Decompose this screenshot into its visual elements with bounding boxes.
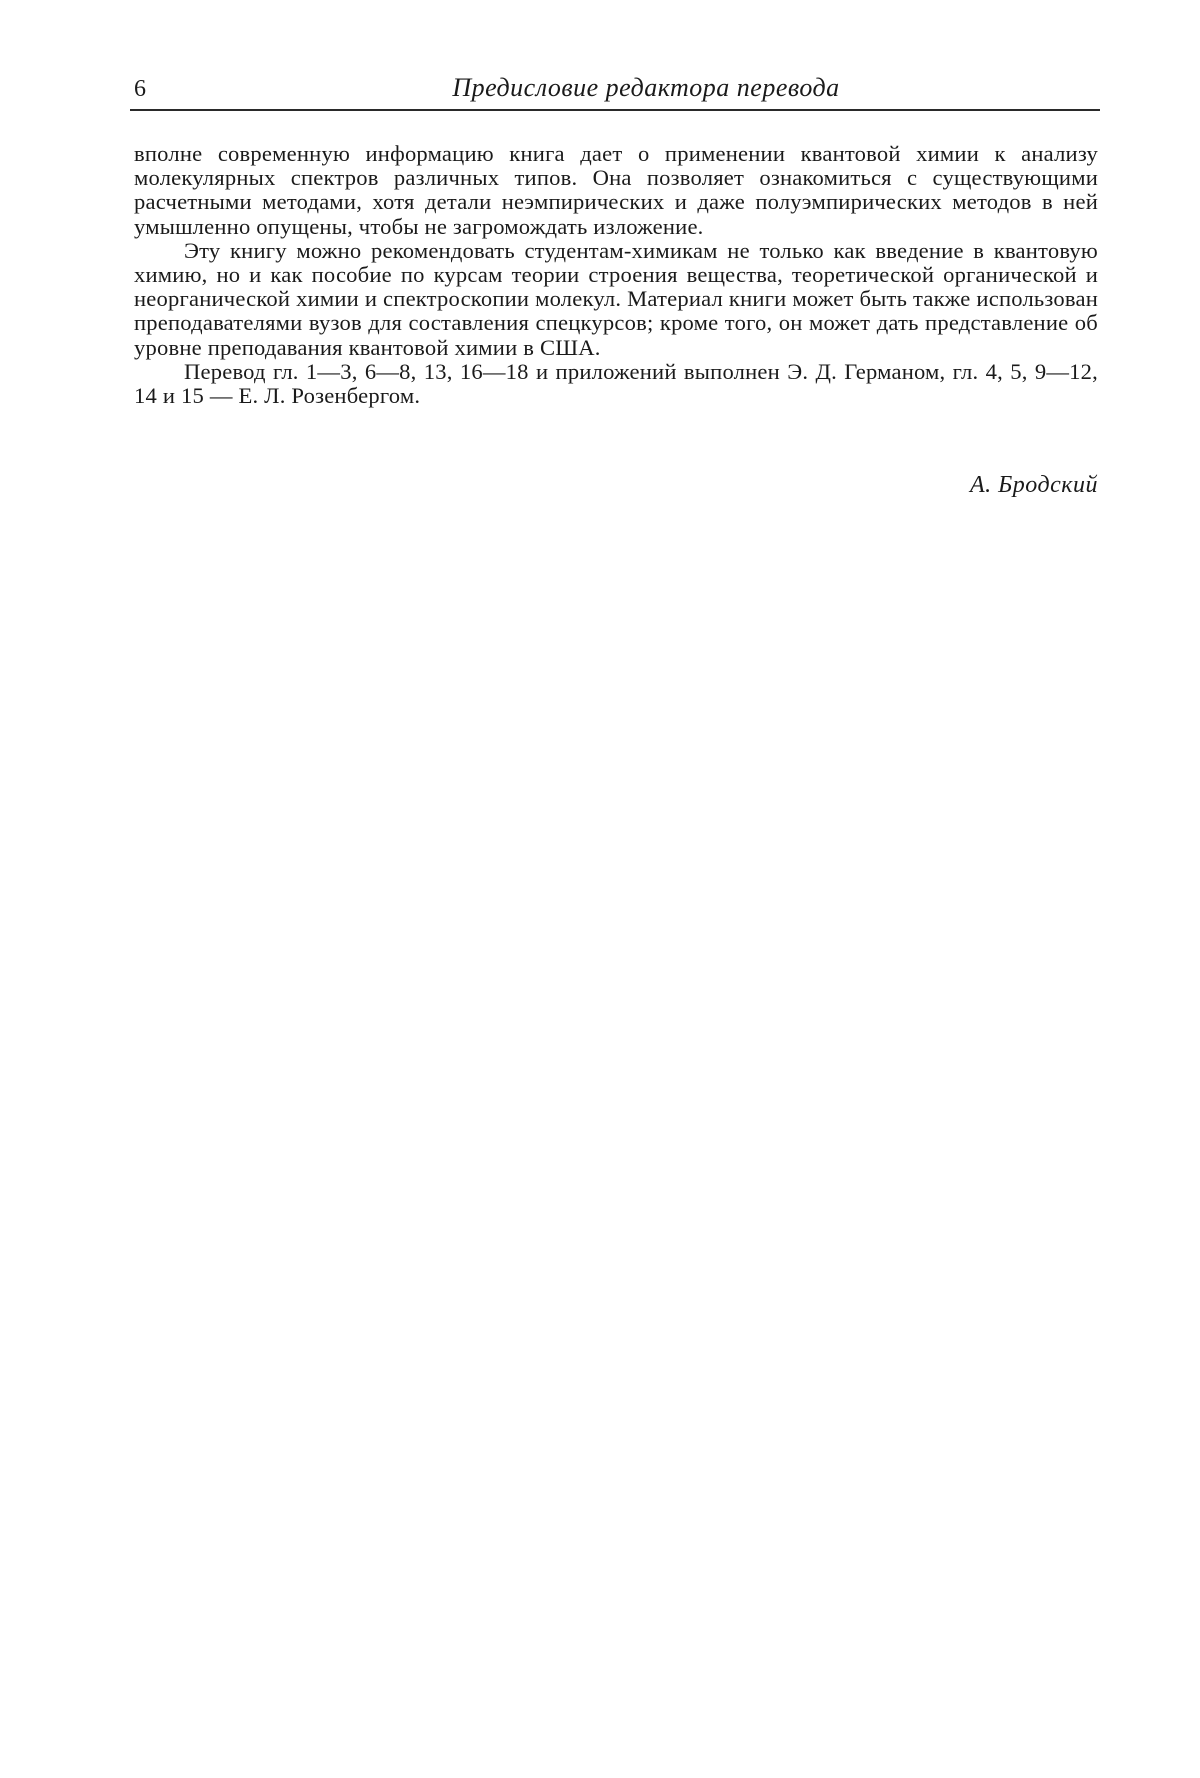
paragraph-recommendation: Эту книгу можно рекомендовать студентам-химикам не только как введение в квантовую химию, но и как пособие по курсам теории строения вещества, теоретической органической и неорганической химии и спектроскопии молекул. Материал книги может быть также использован преподавателями вузов для составления спецкурсов; кроме того, он может дать представление об уровне преподавания квантовой химии в США. <box>134 237 1098 360</box>
paragraph-continued: вполне современную информацию книга дает о применении квантовой химии к анализу молекулярных спектров различных типов. Она позволяет ознакомиться с существующими расчетными методами, хотя детали неэмпирических и даже полуэмпирических методов в ней умышленно опущены, чтобы не загромождать изложение. <box>134 141 1098 239</box>
running-head <box>134 70 1098 110</box>
running-head-title: Предисловие редактора перевода <box>452 73 840 102</box>
header-rule <box>130 109 1100 111</box>
page-number: 6 <box>134 76 146 102</box>
editor-signature: А. Бродский <box>969 472 1098 498</box>
paragraph-translators: Перевод гл. 1—3, 6—8, 13, 16—18 и приложений выполнен Э. Д. Германом, гл. 4, 5, 9—12, 14 и 15 — Е. Л. Розенбергом. <box>134 358 1098 409</box>
body-text <box>134 142 1098 408</box>
